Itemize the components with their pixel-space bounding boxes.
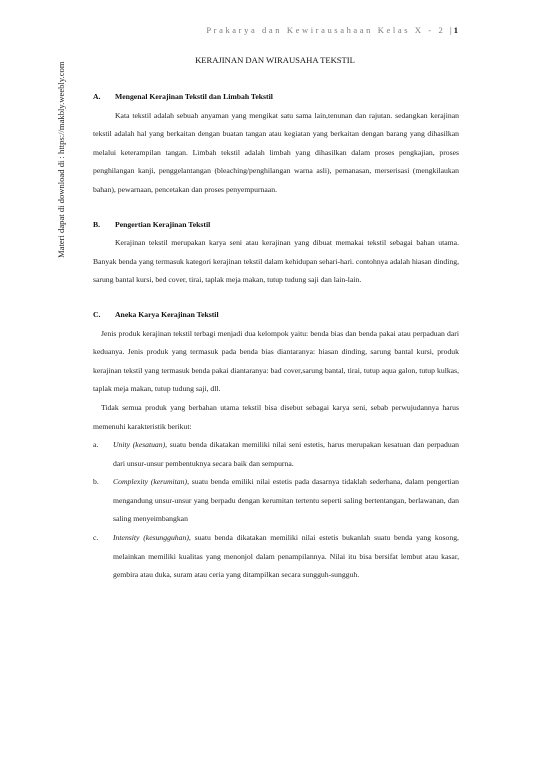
spacer <box>93 290 459 306</box>
section-title: Mengenal Kerajinan Tekstil dan Limbah Tekstil <box>115 92 273 101</box>
list-marker: a. <box>93 440 99 450</box>
definition: , suatu benda dikatakan memiliki nilai estetis bukanlah suatu benda yang kosong, melainkan memiliki kualitas yang menonjol dalam penampilannya. Nilai itu bisa bersifat lembut atau kasar, gembira atau duka, suram atau ceria yang ditampilkan secara sungguh-sungguh. <box>113 533 459 580</box>
definition: , suatu benda dikatakan memiliki nilai seni estetis, harus merupakan kesatuan dan perpaduan dari unsur-unsur pembentuknya secara baik dan sempurna. <box>113 440 459 468</box>
section-b-paragraph: Kerajinan tekstil merupakan karya seni atau kerajinan yang dibuat memakai tekstil sebagai bahan utama. Banyak benda yang termasuk kategori kerajinan tekstil dalam kehidupan sehari-hari. contohnya adalah hiasan dinding, sarung bantal kursi, bed cover, tirai, taplak meja makan, tutup tudung saji dan lain-lain. <box>93 238 459 285</box>
spacer <box>93 200 459 216</box>
section-heading-b <box>93 216 459 235</box>
section-heading-a <box>93 88 459 107</box>
term: Complexity (kerumitan) <box>113 477 188 487</box>
section-c-paragraph-2: Tidak semua produk yang berbahan utama tekstil bisa disebut sebagai karya seni, sebab perwujudannya harus memenuhi karakteristik berikut: <box>93 402 459 431</box>
side-download-note: Materi dapat di download di : https://makbly.weebly.com <box>56 61 66 258</box>
definition: , suatu benda emiliki nilai estetis pada dasarnya tidaklah sederhana, dalam pengertian mengandung unsur-unsur yang berpadu dengan kerumitan tertentu seperti saling bertentangan, berlawanan, dan saling menyeimbangkan <box>113 477 459 524</box>
section-a-paragraph: Kata tekstil adalah sebuah anyaman yang mengikat satu sama lain,tenunan dan rajutan. sedangkan kerajinan tekstil adalah hal yang berkaitan dengan buatan tangan atau kegiatan yang berkaitan dengan barang yang dihasilkan melalui keterampilan tangan. Limbah tekstil adalah limbah yang dihasilkan dalam proses pengkajian, proses penghilangan kanji, penggelantangan (bleaching/penghilangan warna asli), pemanasan, merserisasi (mengkilaukan bahan), pewarnaan, pencetakan dan proses penyempurnaan. <box>93 110 459 194</box>
document-body <box>93 88 459 585</box>
section-letter: A. <box>93 92 101 101</box>
page-number: 1 <box>453 25 458 35</box>
term: Intensity (kesungguhan) <box>113 533 189 543</box>
term: Unity (kesatuan) <box>113 440 166 450</box>
section-letter: C. <box>93 309 101 319</box>
list-item-text <box>113 529 459 585</box>
list-item <box>93 436 459 473</box>
section-c-paragraph-1: Jenis produk kerajinan tekstil terbagi menjadi dua kelompok yaitu: benda bias dan benda pakai atau perpaduan dari keduanya. Jenis produk yang termasuk pada benda bias diantaranya: hiasan dinding, sarung bantal kursi, produk kerajinan tekstil yang termasuk benda pakai diantaranya: bad cover,sarung bantal, tirai, tutup aqua galon, tutup kulkas, taplak meja makan, tutup tudung saji, dll. <box>93 328 459 394</box>
section-letter: B. <box>93 219 101 229</box>
list-item <box>93 473 459 529</box>
section-heading-c <box>93 306 459 325</box>
characteristics-list <box>93 436 459 585</box>
page-header <box>206 25 458 35</box>
list-marker: b. <box>93 477 99 487</box>
list-item-text <box>113 473 459 529</box>
list-marker: c. <box>93 533 99 543</box>
list-item <box>93 529 459 585</box>
header-separator: | <box>450 25 452 35</box>
running-title: Prakarya dan Kewirausahaan Kelas X - 2 <box>206 25 446 35</box>
section-title: Pengertian Kerajinan Tekstil <box>115 219 211 229</box>
list-item-text <box>113 436 459 473</box>
document-title: KERAJINAN DAN WIRAUSAHA TEKSTIL <box>195 55 355 65</box>
section-title: Aneka Karya Kerajinan Tekstil <box>115 309 219 319</box>
